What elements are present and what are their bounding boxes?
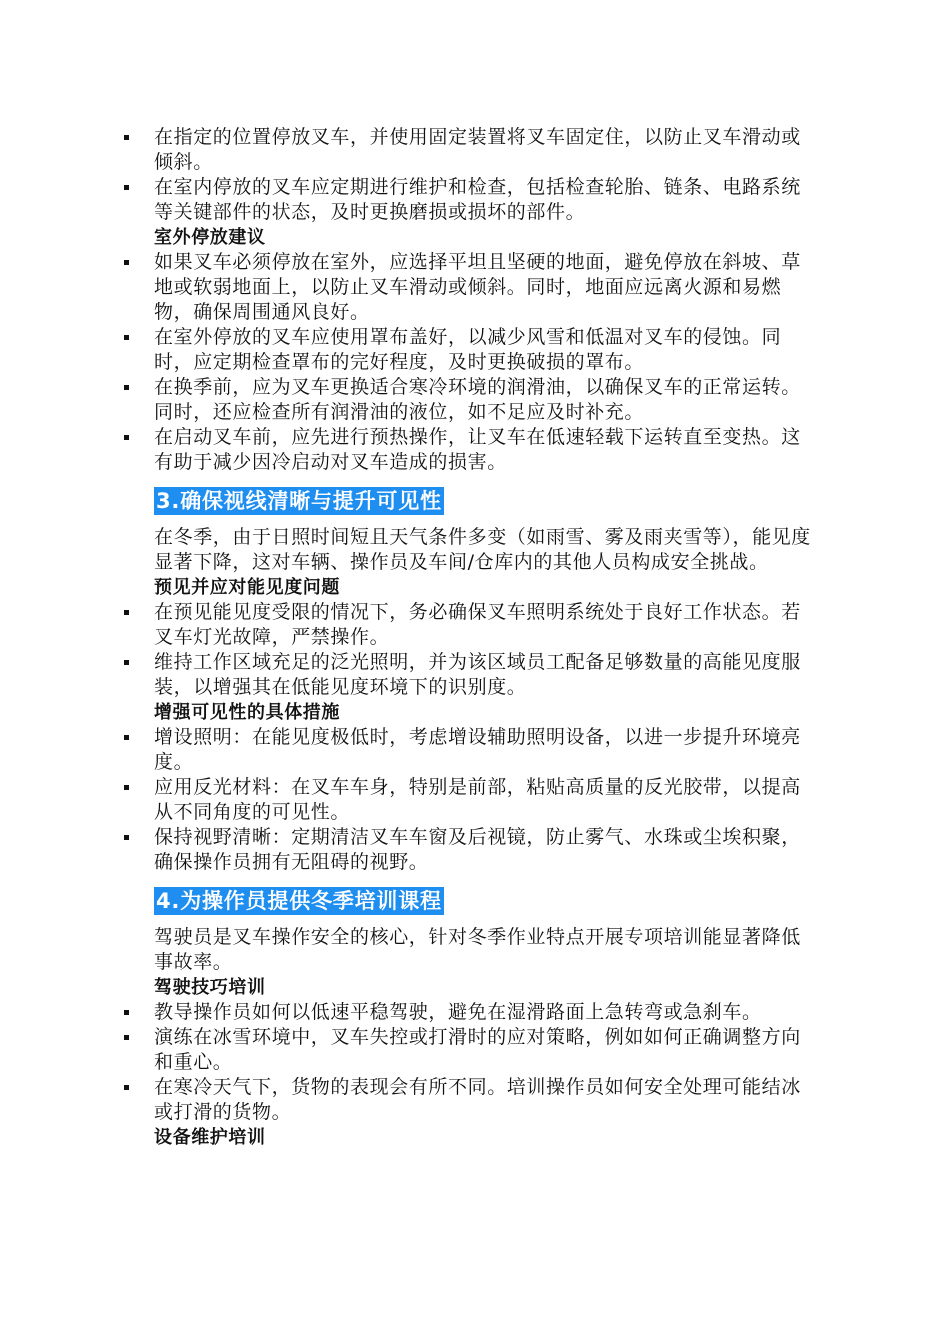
section-4-heading-wrap xyxy=(118,887,818,915)
section-4-intro: 驾驶员是叉车操作安全的核心，针对冬季作业特点开展专项培训能显著降低事故率。 xyxy=(154,926,801,973)
list-item xyxy=(118,375,818,425)
section-4-heading: 4.为操作员提供冬季培训课程 xyxy=(156,889,442,913)
list-item-text: 在指定的位置停放叉车，并使用固定装置将叉车固定住，以防止叉车滑动或倾斜。 xyxy=(154,126,801,173)
list-item-text: 在寒冷天气下，货物的表现会有所不同。培训操作员如何安全处理可能结冰或打滑的货物。 xyxy=(154,1076,801,1123)
document-content xyxy=(118,125,818,1150)
list-item xyxy=(118,725,818,775)
section-3-heading: 3.确保视线清晰与提升可见性 xyxy=(156,489,442,513)
section-3-subheading-1: 预见并应对能见度问题 xyxy=(154,577,340,598)
list-item xyxy=(118,650,818,700)
list-item-text: 在换季前，应为叉车更换适合寒冷环境的润滑油，以确保叉车的正常运转。同时，还应检查所有润滑油的液位，如不足应及时补充。 xyxy=(154,376,801,423)
list-item-text: 在启动叉车前，应先进行预热操作，让叉车在低速轻载下运转直至变热。这有助于减少因冷启动对叉车造成的损害。 xyxy=(154,426,801,473)
section-4-subheading-2: 设备维护培训 xyxy=(154,1127,266,1148)
bullet-icon xyxy=(124,835,129,840)
bullet-icon xyxy=(124,185,129,190)
list-item-text: 在室内停放的叉车应定期进行维护和检查，包括检查轮胎、链条、电路系统等关键部件的状态，及时更换磨损或损坏的部件。 xyxy=(154,176,801,223)
list-item xyxy=(118,125,818,175)
bullet-icon xyxy=(124,660,129,665)
section-3-heading-wrap xyxy=(118,487,818,515)
bullet-icon xyxy=(124,1010,129,1015)
list-item xyxy=(118,1075,818,1125)
list-item-text: 在预见能见度受限的情况下，务必确保叉车照明系统处于良好工作状态。若叉车灯光故障，严禁操作。 xyxy=(154,601,801,648)
list-item xyxy=(118,1000,818,1025)
bullet-icon xyxy=(124,135,129,140)
bullet-icon xyxy=(124,260,129,265)
subheading-outdoor-parking: 室外停放建议 xyxy=(154,227,266,248)
section-4-subheading-1: 驾驶技巧培训 xyxy=(154,977,266,998)
list-item xyxy=(118,775,818,825)
section-3-intro: 在冬季，由于日照时间短且天气条件多变（如雨雪、雾及雨夹雪等），能见度显著下降，这对车辆、操作员及车间/仓库内的其他人员构成安全挑战。 xyxy=(154,526,811,573)
list-item-text: 增设照明：在能见度极低时，考虑增设辅助照明设备，以进一步提升环境亮度。 xyxy=(154,726,801,773)
list-item-text: 演练在冰雪环境中，叉车失控或打滑时的应对策略，例如如何正确调整方向和重心。 xyxy=(154,1026,801,1073)
bullet-icon xyxy=(124,385,129,390)
bullet-icon xyxy=(124,785,129,790)
bullet-icon xyxy=(124,335,129,340)
list-item xyxy=(118,600,818,650)
list-item-text: 维持工作区域充足的泛光照明，并为该区域员工配备足够数量的高能见度服装，以增强其在低能见度环境下的识别度。 xyxy=(154,651,801,698)
bullet-icon xyxy=(124,1035,129,1040)
list-item-text: 保持视野清晰：定期清洁叉车车窗及后视镜，防止雾气、水珠或尘埃积聚，确保操作员拥有无阻碍的视野。 xyxy=(154,826,801,873)
list-item xyxy=(118,175,818,225)
section-3-subheading-2: 增强可见性的具体措施 xyxy=(154,702,340,723)
list-item-text: 在室外停放的叉车应使用罩布盖好，以减少风雪和低温对叉车的侵蚀。同时，应定期检查罩布的完好程度，及时更换破损的罩布。 xyxy=(154,326,782,373)
list-item xyxy=(118,825,818,875)
list-item xyxy=(118,250,818,325)
list-item xyxy=(118,1025,818,1075)
bullet-icon xyxy=(124,1085,129,1090)
list-item-text: 如果叉车必须停放在室外，应选择平坦且坚硬的地面，避免停放在斜坡、草地或软弱地面上，以防止叉车滑动或倾斜。同时，地面应远离火源和易燃物，确保周围通风良好。 xyxy=(154,251,801,323)
bullet-icon xyxy=(124,610,129,615)
list-item xyxy=(118,325,818,375)
list-item-text: 应用反光材料：在叉车车身，特别是前部，粘贴高质量的反光胶带，以提高从不同角度的可见性。 xyxy=(154,776,801,823)
list-item-text: 教导操作员如何以低速平稳驾驶，避免在湿滑路面上急转弯或急刹车。 xyxy=(154,1001,762,1023)
list-item xyxy=(118,425,818,475)
bullet-icon xyxy=(124,735,129,740)
bullet-icon xyxy=(124,435,129,440)
